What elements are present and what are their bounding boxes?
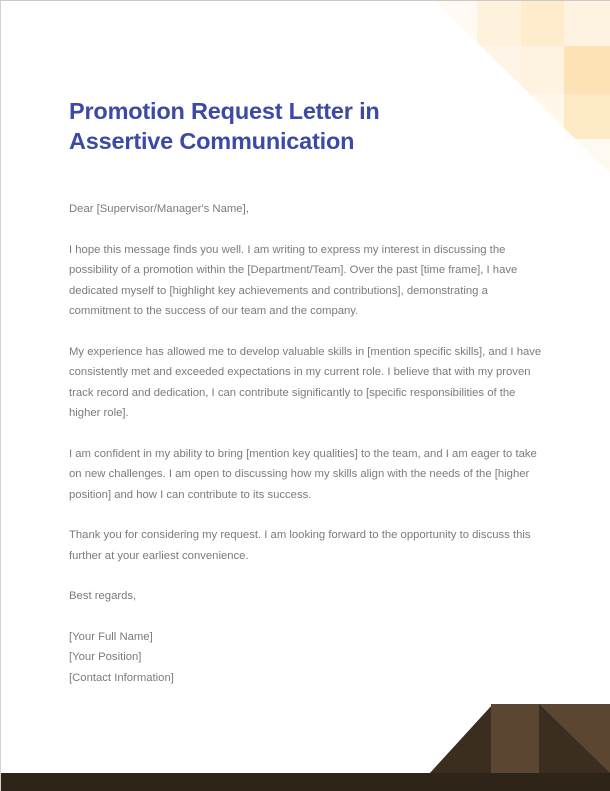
- decorative-block: [539, 704, 610, 774]
- signature-contact: [Contact Information]: [69, 671, 174, 684]
- letter-body: [69, 199, 543, 688]
- paragraph-2: My experience has allowed me to develop valuable skills in [mention specific skills], and I have consistently met and exceeded expectations in my current role. I believe that with my proven track record and dedication, I can contribute significantly to [specific responsibilities of the higher role].: [69, 345, 542, 420]
- paragraph-1: I hope this message finds you well. I am writing to express my interest in discussing the possibility of a promotion within the [Department/Team]. Over the past [time frame], I have dedicated myself to [highlight key achievements and contributions], demonstrating a commitment to the success of our team and the company.: [69, 243, 518, 318]
- decorative-trapezoid: [411, 704, 610, 774]
- closing-line: Best regards,: [69, 590, 137, 603]
- letter-content: [69, 1, 543, 688]
- paragraph-3: I am confident in my ability to bring [mention key qualities] to the team, and I am eager to take on new challenges. I am open to discussing how my skills align with the needs of the [higher position] and how I can contribute to its success.: [69, 447, 537, 501]
- bottom-right-decoration: [1, 699, 610, 791]
- signature-name: [Your Full Name]: [69, 630, 153, 643]
- decorative-square: [564, 1, 610, 46]
- paragraph-4: Thank you for considering my request. I am looking forward to the opportunity to discuss this further at your earliest convenience.: [69, 529, 531, 562]
- footer-bar: [1, 773, 610, 791]
- decorative-square: [564, 46, 610, 94]
- decorative-triangle: [539, 704, 610, 774]
- decorative-block: [491, 704, 539, 774]
- signature-position: [Your Position]: [69, 651, 142, 664]
- page-title: Promotion Request Letter in Assertive Communication: [69, 98, 380, 155]
- greeting-line: Dear [Supervisor/Manager's Name],: [69, 203, 249, 216]
- decorative-square: [564, 94, 610, 139]
- signature-block: [69, 627, 543, 689]
